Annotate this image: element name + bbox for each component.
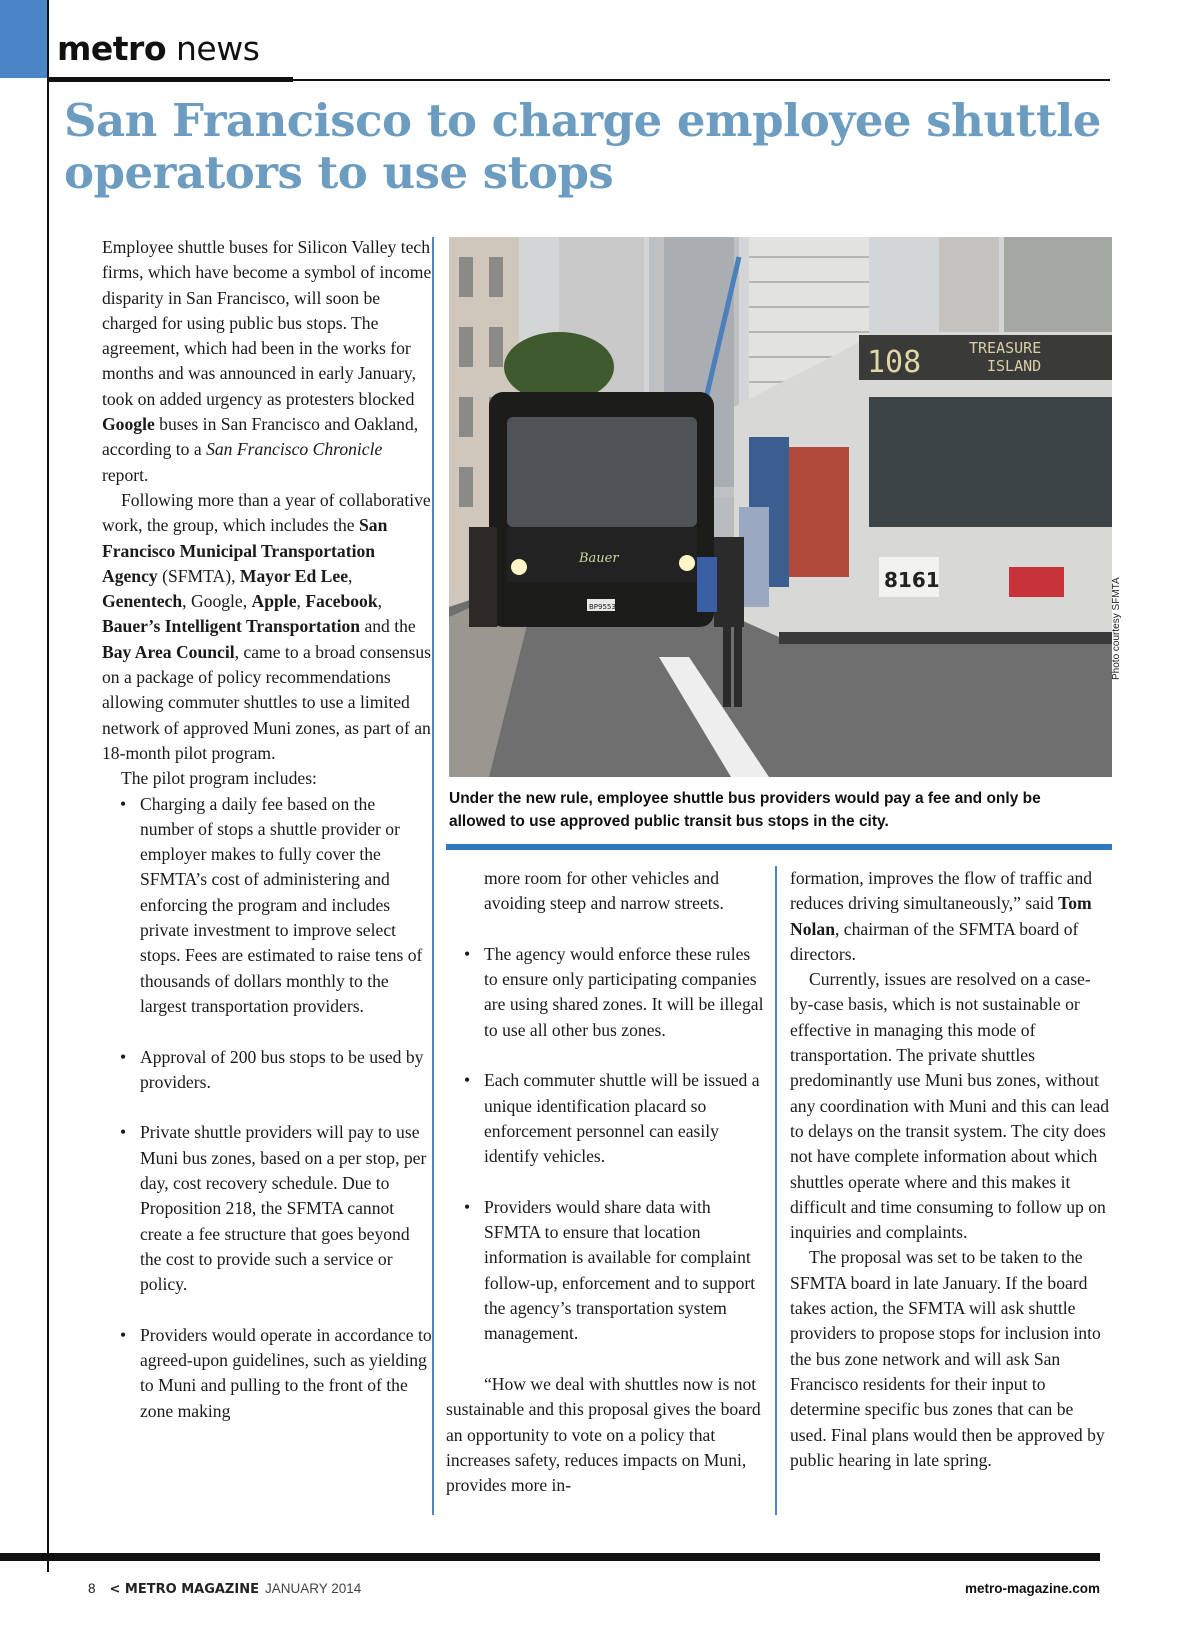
corner-accent-block (0, 0, 47, 78)
bus-destination-line-1: TREASURE (969, 339, 1042, 357)
paragraph-current: Currently, issues are resolved on a case-by-case basis, which is not sustainable or effective in managing this mode of transportation. The private shuttles predominantly use Muni bus zones, without any coordination with Muni and this can lead to delays on the transit system. The city does not have complete information about which shuttles operate where and this makes it difficult and time consuming to follow up on inquiries and complaints. (790, 969, 1110, 1243)
bus-route-number: 108 (867, 345, 922, 380)
section-label-rest: news (166, 29, 260, 68)
page-number: 8 (88, 1581, 96, 1596)
paragraph-quote-end: formation, improves the flow of traffic and reduces driving simultaneously,” said Tom Nolan, chairman of the SFMTA board of directors. (790, 868, 1093, 964)
footer-website: metro-magazine.com (964, 1581, 1100, 1596)
section-label-bold: metro (57, 29, 166, 68)
issue-date: JANUARY 2014 (264, 1581, 362, 1596)
company-google: Google (102, 414, 155, 435)
magazine-name: < METRO MAGAZINE (109, 1582, 259, 1597)
bullet-item: • Providers would share data with SFMTA to ensure that location information is available for complaint follow-up, enforcement and to support the agency’s transportation system management. (464, 1196, 756, 1344)
bus-destination-line-2: ISLAND (987, 357, 1042, 375)
left-margin-rule (47, 0, 49, 1572)
column-divider (432, 237, 434, 1515)
paragraph-intro: Employee shuttle buses for Silicon Valley tech firms, which have become a symbol of income disparity in San Francisco, will soon be charged for using public bus stops. The agreement, which had been in the works for months and was announced in early January, took on added urgency as protesters blocked Google buses in San Francisco and Oakland, according to a San Francisco Chronicle report. (102, 237, 432, 485)
coach-plate-text: BP9553 (589, 603, 616, 611)
footer-rule (0, 1553, 1100, 1561)
header-rule-thick (49, 77, 293, 82)
bullet-item: • Private shuttle providers will pay to use Muni bus zones, based on a per stop, per day, cost recovery schedule. Due to Proposition 218, the SFMTA cannot create a fee structure that goes beyond the cost to provide such a service or policy. (120, 1122, 427, 1295)
footer-left (88, 1581, 361, 1597)
paragraph-quote: “How we deal with shuttles now is not sustainable and this proposal gives the board an opportunity to vote on a policy that increases safety, reduces impacts on Muni, provides more in- (446, 1373, 761, 1496)
column-divider (775, 866, 777, 1515)
paragraph-proposal: The proposal was set to be taken to the SFMTA board in late January. If the board takes action, the SFMTA will ask shuttle providers to propose stops for inclusion into the bus zone network and will ask San Francisco residents for their input to determine specific bus zones that can be used. Final plans would then be approved by public hearing in late spring. (790, 1247, 1105, 1470)
article-headline: San Francisco to charge employee shuttle operators to use stops (64, 94, 1101, 199)
bullet-item: • Charging a daily fee based on the number of stops a shuttle provider or employer makes to fully cover the SFMTA’s cost of administering and enforcing the program and includes private investment to improve select stops. Fees are estimated to raise tens of thousands of dollars monthly to the largest transportation providers. (120, 793, 423, 1016)
bus-photo (449, 237, 1112, 777)
article-column-1 (102, 235, 432, 1424)
bullet-continuation: more room for other vehicles and avoiding steep and narrow streets. (484, 868, 724, 914)
bus-fleet-number: 8161 (884, 568, 940, 592)
bullet-item: • Each commuter shuttle will be issued a unique identification placard so enforcement personnel can easily identify vehicles. (464, 1070, 760, 1167)
caption-rule (446, 844, 1112, 850)
article-column-3 (790, 866, 1112, 1473)
coach-script-text: Bauer (579, 551, 619, 566)
section-label (57, 29, 260, 68)
publication-name: San Francisco Chronicle (206, 439, 383, 460)
bullet-item: • Approval of 200 bus stops to be used by providers. (120, 1046, 424, 1092)
paragraph-pilot-intro: The pilot program includes: (121, 768, 317, 789)
paragraph-group: Following more than a year of collaborative work, the group, which includes the San Francisco Municipal Transportation Agency (SFMTA), Mayor Ed Lee, Genentech, Google, Apple, Facebook, Bauer’s Intelligent Transportation and the Bay Area Council, came to a broad consensus on a package of policy recommendations allowing commuter shuttles to use a limited network of approved Muni zones, as part of an 18-month pilot program. (102, 489, 432, 763)
article-column-2 (446, 866, 766, 1498)
person-name: Tom Nolan (790, 893, 1092, 939)
header-rule-thin (293, 79, 1110, 81)
photo-caption: Under the new rule, employee shuttle bus providers would pay a fee and only be allowed to use approved public transit bus stops in the city. (449, 790, 1041, 830)
photo-credit: Photo courtesy SFMTA (1111, 577, 1122, 680)
bullet-item: • The agency would enforce these rules to ensure only participating companies are using shared zones. It will be illegal to use all other bus zones. (464, 943, 764, 1040)
bullet-item: • Providers would operate in accordance to agreed-upon guidelines, such as yielding to Muni and pulling to the front of the zone making (120, 1324, 432, 1421)
